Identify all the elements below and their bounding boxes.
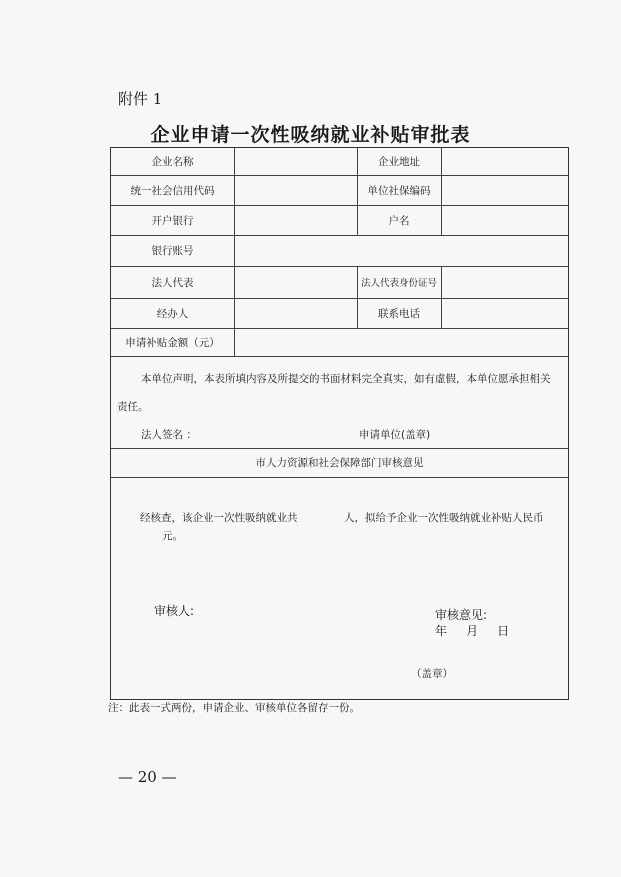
col-divider bbox=[441, 148, 442, 235]
page-number: — 20 — bbox=[118, 768, 177, 786]
approval-form bbox=[110, 147, 569, 700]
company-name-label: 企业名称 bbox=[151, 156, 194, 168]
row-divider bbox=[111, 477, 568, 478]
review-text-c: 元。 bbox=[162, 530, 183, 542]
handler-label: 经办人 bbox=[156, 307, 189, 320]
legal-rep-id-label: 法人代表身份证号 bbox=[360, 278, 437, 289]
col-divider bbox=[441, 266, 442, 328]
applicant-seal-label: 申请单位(盖章) bbox=[359, 429, 431, 441]
declaration-line-2: 责任。 bbox=[117, 401, 149, 413]
review-date: 年 月 日 bbox=[435, 624, 510, 638]
signature-label: 法人签名 ： bbox=[141, 429, 197, 441]
credit-code-label: 统一社会信用代码 bbox=[130, 184, 215, 197]
bank-account-label: 银行账号 bbox=[151, 245, 194, 257]
declaration-line-1: 本单位声明，本表所填内容及所提交的书面材料完全真实，如有虚假，本单位愿承担相关 bbox=[141, 373, 551, 385]
review-seal-label: （盖章） bbox=[411, 668, 453, 680]
review-header: 市人力资源和社会保障部门审核意见 bbox=[255, 457, 424, 469]
legal-rep-label: 法人代表 bbox=[151, 276, 194, 289]
phone-label: 联系电话 bbox=[378, 307, 420, 320]
attachment-label: 附件 1 bbox=[118, 90, 163, 108]
account-name-label: 户名 bbox=[388, 214, 410, 227]
review-text-a: 经核查，该企业一次性吸纳就业共 bbox=[140, 512, 298, 524]
bank-label: 开户银行 bbox=[151, 214, 194, 227]
col-divider bbox=[234, 148, 235, 356]
company-address-label: 企业地址 bbox=[378, 156, 420, 168]
row-divider bbox=[111, 356, 568, 357]
review-opinion-label: 审核意见: bbox=[435, 608, 488, 622]
form-title: 企业申请一次性吸纳就业补贴审批表 bbox=[150, 124, 471, 146]
review-text-b: 人，拟给予企业一次性吸纳就业补贴人民币 bbox=[344, 512, 544, 524]
reviewer-label: 审核人: bbox=[154, 604, 195, 618]
amount-label: 申请补贴金额（元） bbox=[125, 336, 220, 349]
footnote: 注：此表一式两份，申请企业、审核单位各留存一份。 bbox=[108, 702, 360, 714]
social-security-code-label: 单位社保编码 bbox=[367, 184, 431, 197]
